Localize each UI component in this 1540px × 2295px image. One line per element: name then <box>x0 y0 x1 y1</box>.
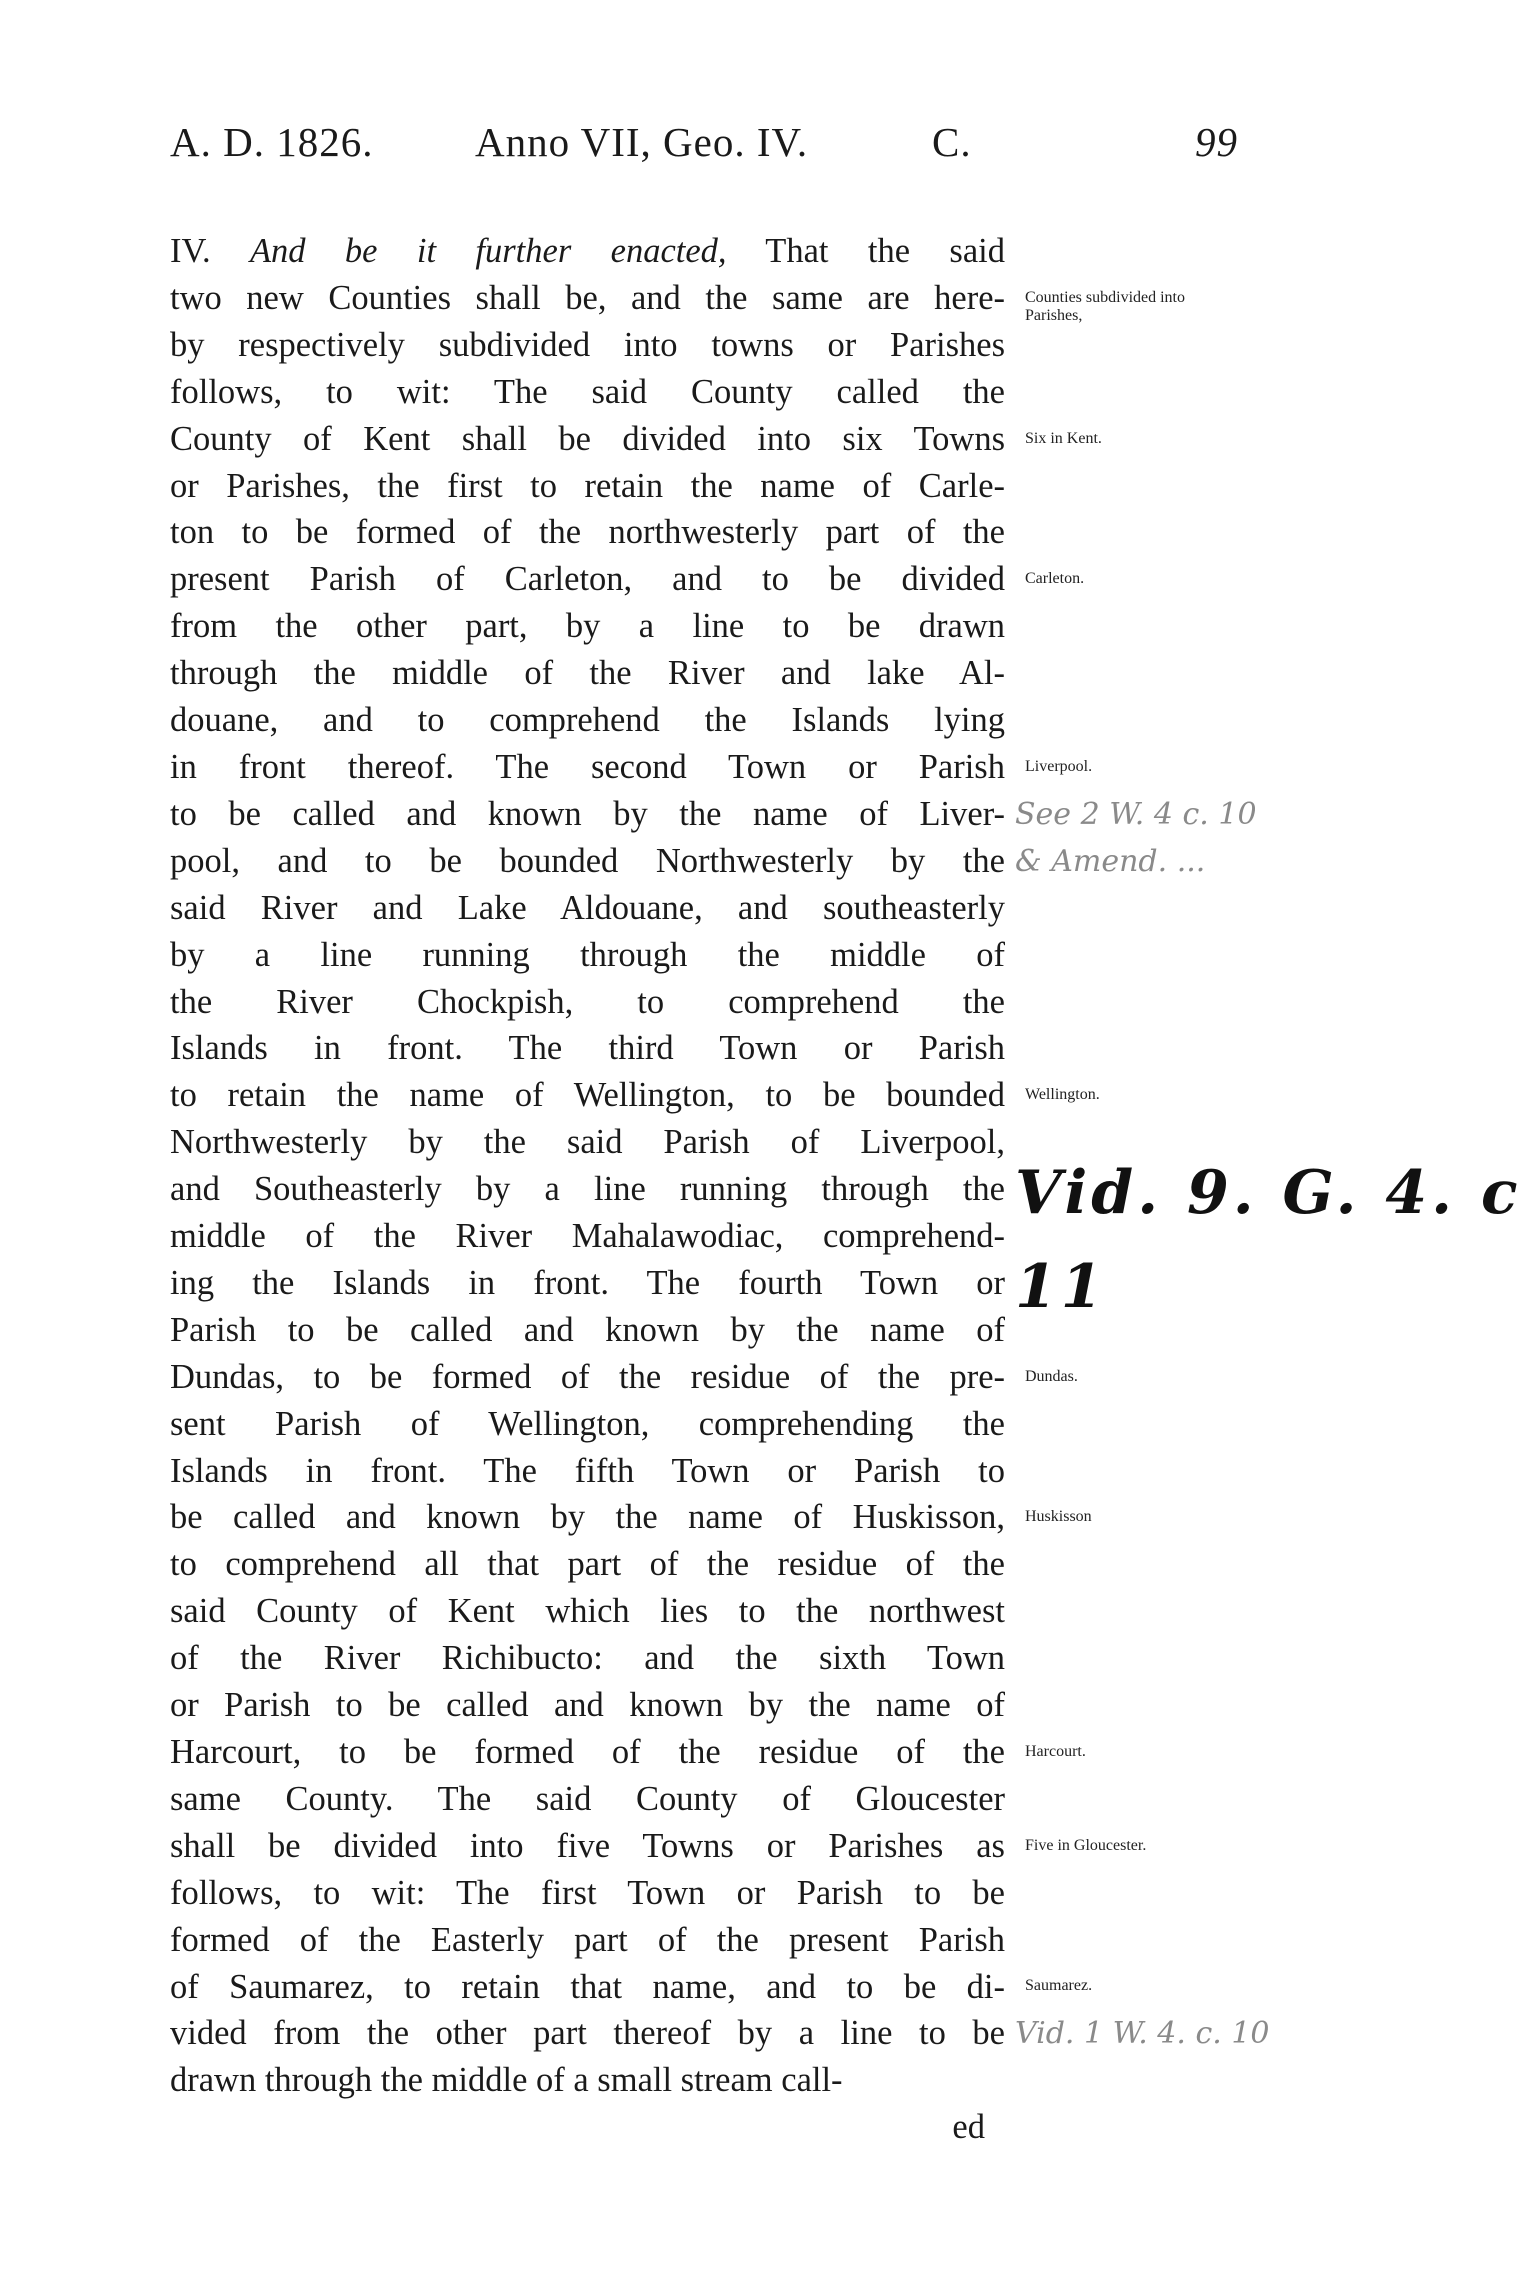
handwritten-annotation: Vid. 1 W. 4. c. 10 <box>1015 2016 1270 2052</box>
text-line: of Saumarez, to retain that name, and to be di- <box>170 1967 1005 2006</box>
text-line: douane, and to comprehend the Islands lying <box>170 701 1005 740</box>
margin-note: Counties subdivided into Parishes, <box>1025 288 1185 324</box>
handwritten-annotation: See 2 W. 4 c. 10 <box>1015 796 1257 832</box>
margin-note: Huskisson <box>1025 1508 1092 1526</box>
text-line: to be called and known by the name of Liver- <box>170 794 1005 833</box>
text-line: said County of Kent which lies to the northwest <box>170 1592 1005 1631</box>
statute-text <box>170 228 1005 2151</box>
handwritten-annotation: Vid. 9. G. 4. c <box>1015 1158 1522 1228</box>
text-line: IV. And be it further enacted, That the said <box>170 232 1005 270</box>
text-line: follows, to wit: The first Town or Parish to be <box>170 1873 1005 1912</box>
text-line: Parish to be called and known by the name of <box>170 1310 1005 1349</box>
text-line: pool, and to be bounded Northwesterly by the <box>170 841 1005 880</box>
text-line: the River Chockpish, to comprehend the <box>170 982 1005 1021</box>
text-line: ton to be formed of the northwesterly part of the <box>170 513 1005 552</box>
text-line: said River and Lake Aldouane, and southeasterly <box>170 888 1005 927</box>
text-line: through the middle of the River and lake Al- <box>170 654 1005 693</box>
text-line: by a line running through the middle of <box>170 935 1005 974</box>
margin-note: Liverpool. <box>1025 757 1093 775</box>
margin-note: Six in Kent. <box>1025 429 1102 447</box>
text-line: middle of the River Mahalawodiac, comprehend- <box>170 1217 1005 1256</box>
running-header <box>170 118 1250 178</box>
text-line: drawn through the middle of a small stream call- <box>170 2061 843 2100</box>
text-line: to retain the name of Wellington, to be bounded <box>170 1076 1005 1115</box>
text-line: by respectively subdivided into towns or Parishes <box>170 325 1005 364</box>
margin-note: Saumarez. <box>1025 1977 1093 1995</box>
header-regnal-year: Anno VII, Geo. IV. <box>475 119 809 165</box>
text-line: sent Parish of Wellington, comprehending the <box>170 1404 1005 1443</box>
text-line: from the other part, by a line to be drawn <box>170 607 1005 646</box>
text-line: shall be divided into five Towns or Parishes as <box>170 1826 1005 1865</box>
header-year: A. D. 1826. <box>170 119 374 165</box>
text-line: Harcourt, to be formed of the residue of the <box>170 1733 1005 1771</box>
text-line: to comprehend all that part of the residue of the <box>170 1545 1005 1584</box>
margin-note: Harcourt. <box>1025 1742 1086 1760</box>
margin-note: Wellington. <box>1025 1086 1100 1104</box>
text-line: two new Counties shall be, and the same are here- <box>170 278 1005 317</box>
handwritten-annotation: & Amend. ... <box>1015 843 1206 879</box>
catchword: ed <box>952 2108 985 2147</box>
text-line: Dundas, to be formed of the residue of the pre- <box>170 1357 1005 1396</box>
text-line: formed of the Easterly part of the present Parish <box>170 1920 1005 1959</box>
margin-note: Five in Gloucester. <box>1025 1836 1147 1854</box>
text-line: be called and known by the name of Huskisson, <box>170 1498 1005 1537</box>
margin-note: Carleton. <box>1025 570 1085 588</box>
text-line: Islands in front. The fifth Town or Parish to <box>170 1451 1005 1490</box>
text-line: and Southeasterly by a line running through the <box>170 1170 1005 1209</box>
text-line: ing the Islands in front. The fourth Town or <box>170 1263 1005 1302</box>
text-line: present Parish of Carleton, and to be divided <box>170 560 1005 599</box>
header-chapter: C. <box>932 119 972 165</box>
handwritten-annotation: 11 <box>1015 1251 1107 1322</box>
text-line: Northwesterly by the said Parish of Liverpool, <box>170 1123 1005 1162</box>
text-line: Islands in front. The third Town or Parish <box>170 1029 1005 1068</box>
text-line: vided from the other part thereof by a line to be <box>170 2014 1005 2053</box>
text-line: or Parishes, the first to retain the name of Carle- <box>170 466 1005 505</box>
text-line: or Parish to be called and known by the name of <box>170 1686 1005 1725</box>
margin-note: Dundas. <box>1025 1367 1078 1385</box>
text-line: follows, to wit: The said County called the <box>170 372 1005 411</box>
text-line: of the River Richibucto: and the sixth Town <box>170 1639 1005 1678</box>
page-number: 99 <box>1195 119 1238 165</box>
text-line: in front thereof. The second Town or Parish <box>170 747 1005 786</box>
text-line: same County. The said County of Gloucester <box>170 1779 1005 1818</box>
text-line: County of Kent shall be divided into six Towns <box>170 419 1005 458</box>
